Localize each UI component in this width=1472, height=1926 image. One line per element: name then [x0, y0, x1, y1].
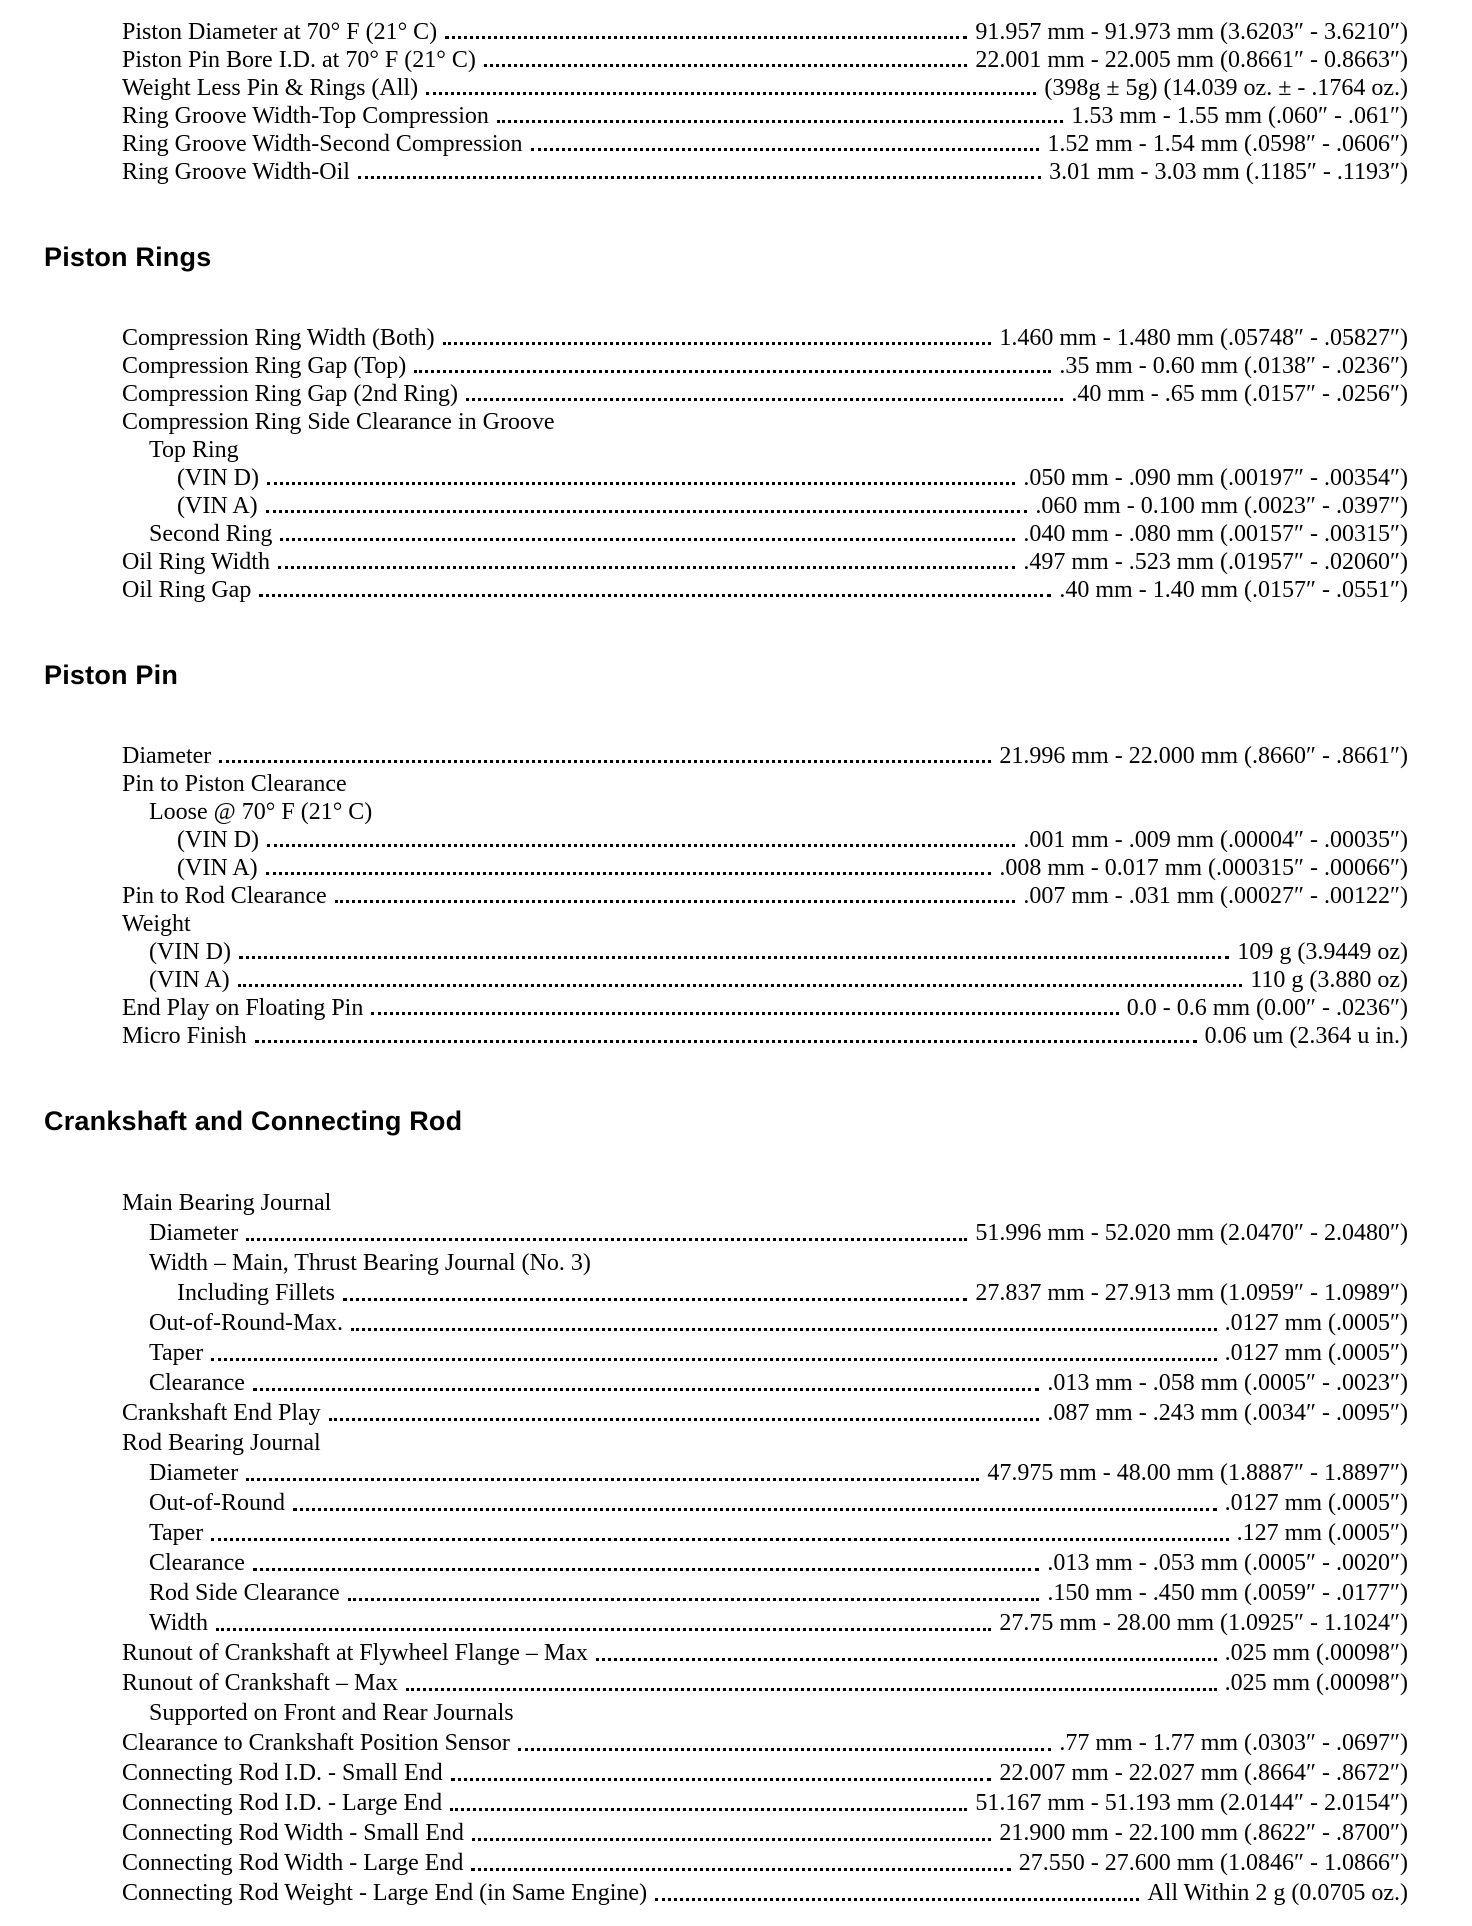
spec-label: Including Fillets [177, 1280, 335, 1306]
dot-leader [484, 64, 967, 67]
dot-leader [267, 844, 1015, 847]
dot-leader [472, 1838, 991, 1841]
spec-value: .025 mm (.00098″) [1224, 1640, 1408, 1666]
spec-rows [122, 18, 1408, 186]
spec-row [122, 1338, 1408, 1368]
spec-label: Micro Finish [122, 1023, 247, 1049]
spec-rows [122, 324, 1408, 604]
dot-leader [211, 1538, 1228, 1541]
spec-label: Runout of Crankshaft – Max [122, 1670, 398, 1696]
spec-label: Ring Groove Width-Oil [122, 159, 350, 185]
spec-value: 22.001 mm - 22.005 mm (0.8661″ - 0.8663″) [975, 47, 1408, 73]
spec-label: Pin to Rod Clearance [122, 883, 327, 909]
spec-value: .087 mm - .243 mm (.0034″ - .0095″) [1047, 1400, 1408, 1426]
spec-label: Oil Ring Width [122, 549, 270, 575]
spec-row [122, 436, 1408, 464]
dot-leader [246, 1478, 979, 1481]
spec-row [122, 408, 1408, 436]
spec-row [122, 46, 1408, 74]
spec-section [44, 1106, 1408, 1908]
spec-row [122, 1188, 1408, 1218]
spec-row [122, 798, 1408, 826]
dot-leader [497, 120, 1063, 123]
spec-row [122, 1878, 1408, 1908]
spec-row [122, 1818, 1408, 1848]
spec-value: .007 mm - .031 mm (.00027″ - .00122″) [1023, 883, 1408, 909]
spec-label: Weight Less Pin & Rings (All) [122, 75, 419, 101]
spec-row [122, 1638, 1408, 1668]
spec-value: 51.996 mm - 52.020 mm (2.0470″ - 2.0480″) [975, 1220, 1408, 1246]
spec-row [122, 1368, 1408, 1398]
spec-label: Connecting Rod I.D. - Large End [122, 1790, 443, 1816]
spec-row [122, 1248, 1408, 1278]
spec-label: Connecting Rod Width - Large End [122, 1850, 464, 1876]
spec-label: Compression Ring Gap (2nd Ring) [122, 381, 458, 407]
dot-leader [335, 900, 1016, 903]
spec-value: .497 mm - .523 mm (.01957″ - .02060″) [1023, 549, 1408, 575]
spec-value: 27.550 - 27.600 mm (1.0846″ - 1.0866″) [1018, 1850, 1408, 1876]
dot-leader [518, 1748, 1051, 1751]
spec-value: .040 mm - .080 mm (.00157″ - .00315″) [1023, 521, 1408, 547]
spec-row [122, 492, 1408, 520]
spec-section [44, 18, 1408, 186]
spec-value: 27.837 mm - 27.913 mm (1.0959″ - 1.0989″) [975, 1280, 1408, 1306]
spec-row [122, 1548, 1408, 1578]
spec-value: .127 mm (.0005″) [1236, 1520, 1408, 1546]
spec-value: .150 mm - .450 mm (.0059″ - .0177″) [1047, 1580, 1408, 1606]
dot-leader [219, 760, 991, 763]
section-heading: Piston Rings [44, 242, 212, 272]
spec-label: Compression Ring Side Clearance in Groove [122, 409, 555, 435]
spec-row [122, 380, 1408, 408]
spec-row [122, 576, 1408, 604]
spec-value: .35 mm - 0.60 mm (.0138″ - .0236″) [1059, 353, 1408, 379]
spec-row [122, 938, 1408, 966]
spec-value: .060 mm - 0.100 mm (.0023″ - .0397″) [1035, 493, 1408, 519]
spec-value: .013 mm - .053 mm (.0005″ - .0020″) [1047, 1550, 1408, 1576]
spec-row [122, 1278, 1408, 1308]
spec-label: Compression Ring Gap (Top) [122, 353, 407, 379]
spec-value: 91.957 mm - 91.973 mm (3.6203″ - 3.6210″) [975, 19, 1408, 45]
spec-label: Pin to Piston Clearance [122, 771, 347, 797]
dot-leader [266, 872, 992, 875]
spec-label: Clearance [149, 1550, 245, 1576]
dot-leader [267, 482, 1015, 485]
spec-label: Piston Diameter at 70° F (21° C) [122, 19, 438, 45]
spec-value: 47.975 mm - 48.00 mm (1.8887″ - 1.8897″) [987, 1460, 1408, 1486]
spec-value: 51.167 mm - 51.193 mm (2.0144″ - 2.0154″) [975, 1790, 1408, 1816]
spec-row [122, 1458, 1408, 1488]
spec-value: .025 mm (.00098″) [1224, 1670, 1408, 1696]
spec-value: 109 g (3.9449 oz) [1237, 939, 1408, 965]
spec-value: .008 mm - 0.017 mm (.000315″ - .00066″) [999, 855, 1408, 881]
dot-leader [414, 370, 1051, 373]
spec-value: All Within 2 g (0.0705 oz.) [1147, 1880, 1408, 1906]
spec-row [122, 520, 1408, 548]
dot-leader [655, 1898, 1139, 1901]
spec-row [122, 1848, 1408, 1878]
dot-leader [255, 1040, 1197, 1043]
spec-label: Width – Main, Thrust Bearing Journal (No. 3) [149, 1250, 591, 1276]
spec-label: Weight [122, 911, 191, 937]
spec-row [122, 548, 1408, 576]
spec-label: (VIN A) [149, 967, 230, 993]
spec-rows [122, 1188, 1408, 1908]
spec-row [122, 158, 1408, 186]
dot-leader [450, 1808, 967, 1811]
spec-label: Connecting Rod Width - Small End [122, 1820, 464, 1846]
spec-value: .0127 mm (.0005″) [1224, 1340, 1408, 1366]
dot-leader [358, 176, 1041, 179]
spec-value: 1.460 mm - 1.480 mm (.05748″ - .05827″) [999, 325, 1408, 351]
spec-row [122, 1608, 1408, 1638]
dot-leader [351, 1328, 1217, 1331]
spec-label: Taper [149, 1340, 204, 1366]
spec-row [122, 1758, 1408, 1788]
spec-value: .001 mm - .009 mm (.00004″ - .00035″) [1023, 827, 1408, 853]
spec-row [122, 966, 1408, 994]
spec-label: Out-of-Round [149, 1490, 285, 1516]
spec-label: End Play on Floating Pin [122, 995, 364, 1021]
dot-leader [451, 1778, 992, 1781]
dot-leader [246, 1238, 967, 1241]
spec-label: Connecting Rod I.D. - Small End [122, 1760, 443, 1786]
spec-label: Clearance [149, 1370, 245, 1396]
spec-label: (VIN D) [149, 939, 231, 965]
spec-row [122, 324, 1408, 352]
dot-leader [348, 1598, 1040, 1601]
spec-label: Ring Groove Width-Top Compression [122, 103, 489, 129]
dot-leader [466, 398, 1063, 401]
spec-label: Rod Bearing Journal [122, 1430, 321, 1456]
spec-row [122, 1398, 1408, 1428]
spec-label: Main Bearing Journal [122, 1190, 332, 1216]
dot-leader [280, 538, 1015, 541]
spec-label: (VIN A) [177, 855, 258, 881]
spec-value: 110 g (3.880 oz) [1250, 967, 1408, 993]
spec-label: Out-of-Round-Max. [149, 1310, 343, 1336]
dot-leader [426, 92, 1036, 95]
spec-label: Diameter [122, 743, 212, 769]
spec-label: Diameter [149, 1220, 239, 1246]
spec-label: Second Ring [149, 521, 273, 547]
spec-value: 1.53 mm - 1.55 mm (.060″ - .061″) [1071, 103, 1408, 129]
spec-row [122, 1728, 1408, 1758]
spec-row [122, 102, 1408, 130]
dot-leader [253, 1568, 1039, 1571]
spec-row [122, 1428, 1408, 1458]
spec-label: Runout of Crankshaft at Flywheel Flange – Max [122, 1640, 588, 1666]
spec-row [122, 1022, 1408, 1050]
dot-leader [343, 1298, 967, 1301]
spec-rows [122, 742, 1408, 1050]
spec-label: Width [149, 1610, 209, 1636]
spec-label: Ring Groove Width-Second Compression [122, 131, 523, 157]
dot-leader [371, 1012, 1118, 1015]
spec-row [122, 74, 1408, 102]
spec-row [122, 826, 1408, 854]
spec-row [122, 130, 1408, 158]
spec-value: 0.06 um (2.364 u in.) [1204, 1023, 1408, 1049]
spec-row [122, 1668, 1408, 1698]
spec-row [122, 1578, 1408, 1608]
spec-value: 21.996 mm - 22.000 mm (.8660″ - .8661″) [999, 743, 1408, 769]
spec-value: .40 mm - 1.40 mm (.0157″ - .0551″) [1059, 577, 1408, 603]
spec-value: .40 mm - .65 mm (.0157″ - .0256″) [1071, 381, 1408, 407]
spec-value: 27.75 mm - 28.00 mm (1.0925″ - 1.1024″) [999, 1610, 1408, 1636]
dot-leader [531, 148, 1040, 151]
spec-row [122, 994, 1408, 1022]
dot-leader [471, 1868, 1010, 1871]
dot-leader [278, 566, 1015, 569]
spec-value: .77 mm - 1.77 mm (.0303″ - .0697″) [1059, 1730, 1408, 1756]
spec-row [122, 352, 1408, 380]
dot-leader [406, 1688, 1217, 1691]
spec-label: Crankshaft End Play [122, 1400, 321, 1426]
spec-value: .050 mm - .090 mm (.00197″ - .00354″) [1023, 465, 1408, 491]
dot-leader [211, 1358, 1216, 1361]
spec-row [122, 464, 1408, 492]
spec-row [122, 882, 1408, 910]
spec-label: Clearance to Crankshaft Position Sensor [122, 1730, 510, 1756]
dot-leader [216, 1628, 991, 1631]
spec-label: Oil Ring Gap [122, 577, 252, 603]
spec-row [122, 854, 1408, 882]
spec-value: .0127 mm (.0005″) [1224, 1310, 1408, 1336]
dot-leader [329, 1418, 1040, 1421]
spec-label: Diameter [149, 1460, 239, 1486]
spec-row [122, 1518, 1408, 1548]
section-heading: Piston Pin [44, 660, 179, 690]
spec-value: .0127 mm (.0005″) [1224, 1490, 1408, 1516]
spec-value: .013 mm - .058 mm (.0005″ - .0023″) [1047, 1370, 1408, 1396]
spec-value: 22.007 mm - 22.027 mm (.8664″ - .8672″) [999, 1760, 1408, 1786]
spec-row [122, 18, 1408, 46]
spec-label: Rod Side Clearance [149, 1580, 340, 1606]
dot-leader [443, 342, 992, 345]
spec-value: 21.900 mm - 22.100 mm (.8622″ - .8700″) [999, 1820, 1408, 1846]
dot-leader [238, 984, 1243, 987]
spec-label: (VIN D) [177, 465, 259, 491]
spec-label: Loose @ 70° F (21° C) [149, 799, 373, 825]
spec-row [122, 742, 1408, 770]
dot-leader [293, 1508, 1217, 1511]
spec-row [122, 910, 1408, 938]
spec-row [122, 770, 1408, 798]
spec-label: Top Ring [149, 437, 239, 463]
dot-leader [253, 1388, 1039, 1391]
dot-leader [445, 36, 967, 39]
spec-value: 1.52 mm - 1.54 mm (.0598″ - .0606″) [1047, 131, 1408, 157]
dot-leader [596, 1658, 1217, 1661]
dot-leader [259, 594, 1051, 597]
spec-value: 3.01 mm - 3.03 mm (.1185″ - .1193″) [1049, 159, 1408, 185]
spec-row [122, 1308, 1408, 1338]
spec-row [122, 1218, 1408, 1248]
spec-label: Taper [149, 1520, 204, 1546]
dot-leader [239, 956, 1229, 959]
spec-label: (VIN D) [177, 827, 259, 853]
spec-section [44, 660, 1408, 1050]
spec-label: Supported on Front and Rear Journals [149, 1700, 514, 1726]
spec-value: 0.0 - 0.6 mm (0.00″ - .0236″) [1126, 995, 1408, 1021]
spec-label: Compression Ring Width (Both) [122, 325, 435, 351]
spec-value: (398g ± 5g) (14.039 oz. ± - .1764 oz.) [1044, 75, 1408, 101]
section-heading: Crankshaft and Connecting Rod [44, 1106, 463, 1136]
spec-section [44, 242, 1408, 604]
spec-label: Connecting Rod Weight - Large End (in Same Engine) [122, 1880, 648, 1906]
spec-label: Piston Pin Bore I.D. at 70° F (21° C) [122, 47, 476, 73]
spec-label: (VIN A) [177, 493, 258, 519]
spec-row [122, 1788, 1408, 1818]
spec-row [122, 1488, 1408, 1518]
dot-leader [266, 510, 1028, 513]
spec-row [122, 1698, 1408, 1728]
